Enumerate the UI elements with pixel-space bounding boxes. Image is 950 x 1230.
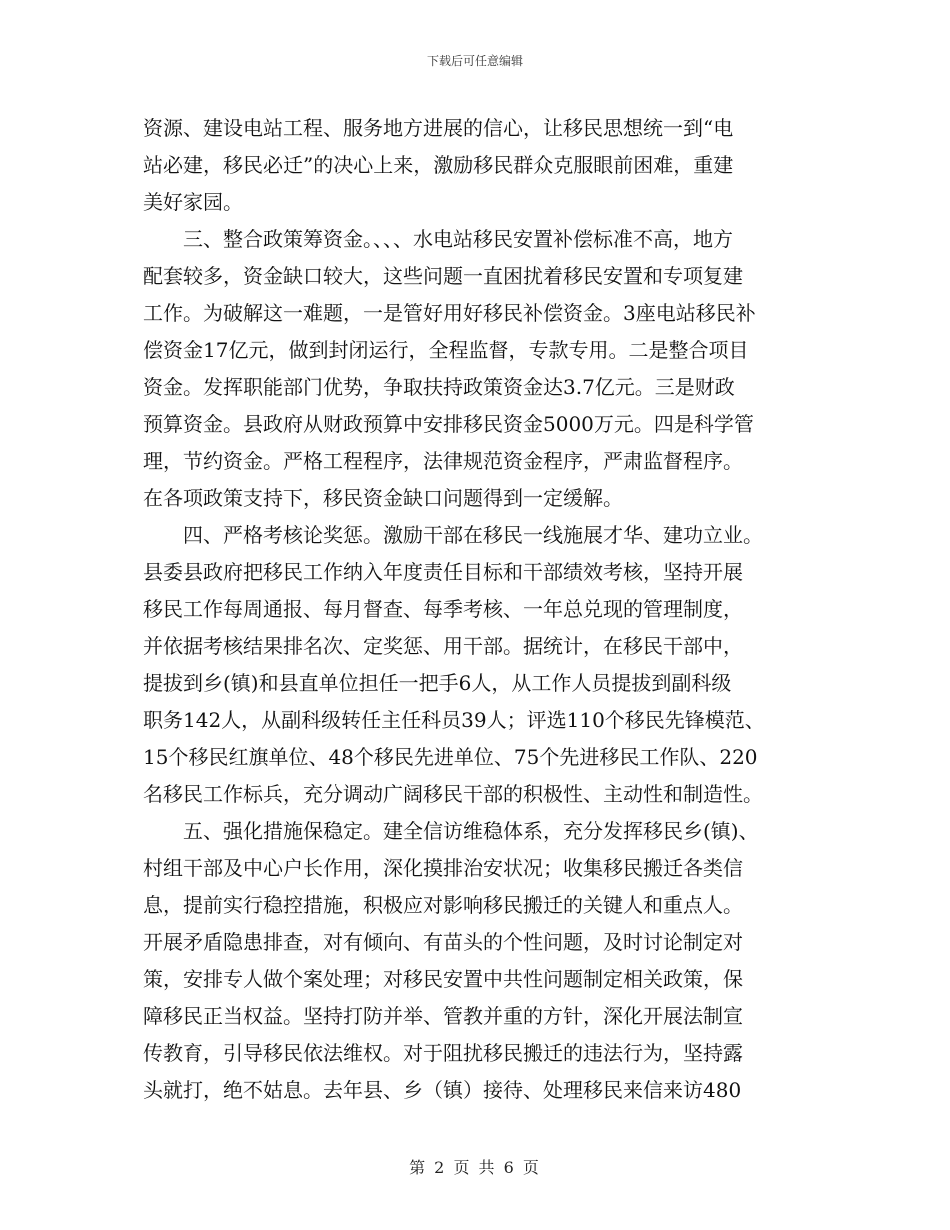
- text-line: 提拔到乡(镇)和县直单位担任一把手6人，从工作人员提拔到副科级: [143, 671, 732, 695]
- text-line: 并依据考核结果排名次、定奖惩、用干部。据统计，在移民干部中，: [143, 634, 743, 658]
- text-line: 障移民正当权益。坚持打防并举、管教并重的方针，深化开展法制宣: [143, 1004, 743, 1028]
- text-line: 开展矛盾隐患排查，对有倾向、有苗头的个性问题，及时讨论制定对: [143, 930, 743, 954]
- text-line: 职务142人，从副科级转任主任科员39人；评选110个移民先锋模范、: [143, 708, 765, 732]
- text-line: 三、整合政策筹资金。、、、水电站移民安置补偿标准不高，地方: [143, 227, 733, 251]
- document-body: [143, 110, 823, 1109]
- text-line: 资源、建设电站工程、服务地方进展的信心，让移民思想统一到“电: [143, 116, 734, 140]
- page-header: 下载后可任意编辑: [426, 54, 523, 68]
- text-line: 15个移民红旗单位、48个移民先进单位、75个先进移民工作队、220: [143, 745, 758, 769]
- text-line: 五、强化措施保稳定。建全信访维稳体系，充分发挥移民乡(镇)、: [143, 819, 759, 843]
- text-line: 头就打，绝不姑息。去年县、乡（镇）接待、处理移民来信来访480: [143, 1078, 742, 1102]
- page-number: 第 2 页 共 6 页: [409, 1158, 541, 1177]
- text-line: 县委县政府把移民工作纳入年度责任目标和干部绩效考核，坚持开展: [143, 560, 743, 584]
- text-line: 四、严格考核论奖惩。激励干部在移民一线施展才华、建功立业。: [143, 523, 763, 547]
- text-line: 息，提前实行稳控措施，积极应对影响移民搬迁的关键人和重点人。: [143, 893, 743, 917]
- text-line: 策，安排专人做个案处理；对移民安置中共性问题制定相关政策，保: [143, 967, 743, 991]
- text-line: 资金。发挥职能部门优势，争取扶持政策资金达3.7亿元。三是财政: [143, 375, 735, 399]
- text-line: 偿资金17亿元，做到封闭运行，全程监督，专款专用。二是整合项目: [143, 338, 749, 362]
- text-line: 名移民工作标兵，充分调动广阔移民干部的积极性、主动性和制造性。: [143, 782, 763, 806]
- text-line: 村组干部及中心户长作用，深化摸排治安状况；收集移民搬迁各类信: [143, 856, 743, 880]
- text-line: 预算资金。县政府从财政预算中安排移民资金5000万元。四是科学管: [143, 412, 754, 436]
- text-line: 在各项政策支持下，移民资金缺口问题得到一定缓解。: [143, 486, 623, 510]
- text-line: 站必建，移民必迁”的决心上来，激励移民群众克服眼前困难，重建: [143, 153, 734, 177]
- text-line: 理，节约资金。严格工程程序，法律规范资金程序，严肃监督程序。: [143, 449, 743, 473]
- text-line: 移民工作每周通报、每月督查、每季考核、一年总兑现的管理制度，: [143, 597, 743, 621]
- text-line: 配套较多，资金缺口较大，这些问题一直困扰着移民安置和专项复建: [143, 264, 743, 288]
- text-line: 工作。为破解这一难题，一是管好用好移民补偿资金。3座电站移民补: [143, 301, 756, 325]
- text-line: 美好家园。: [143, 190, 243, 214]
- text-line: 传教育，引导移民依法维权。对于阻扰移民搬迁的违法行为，坚持露: [143, 1041, 743, 1065]
